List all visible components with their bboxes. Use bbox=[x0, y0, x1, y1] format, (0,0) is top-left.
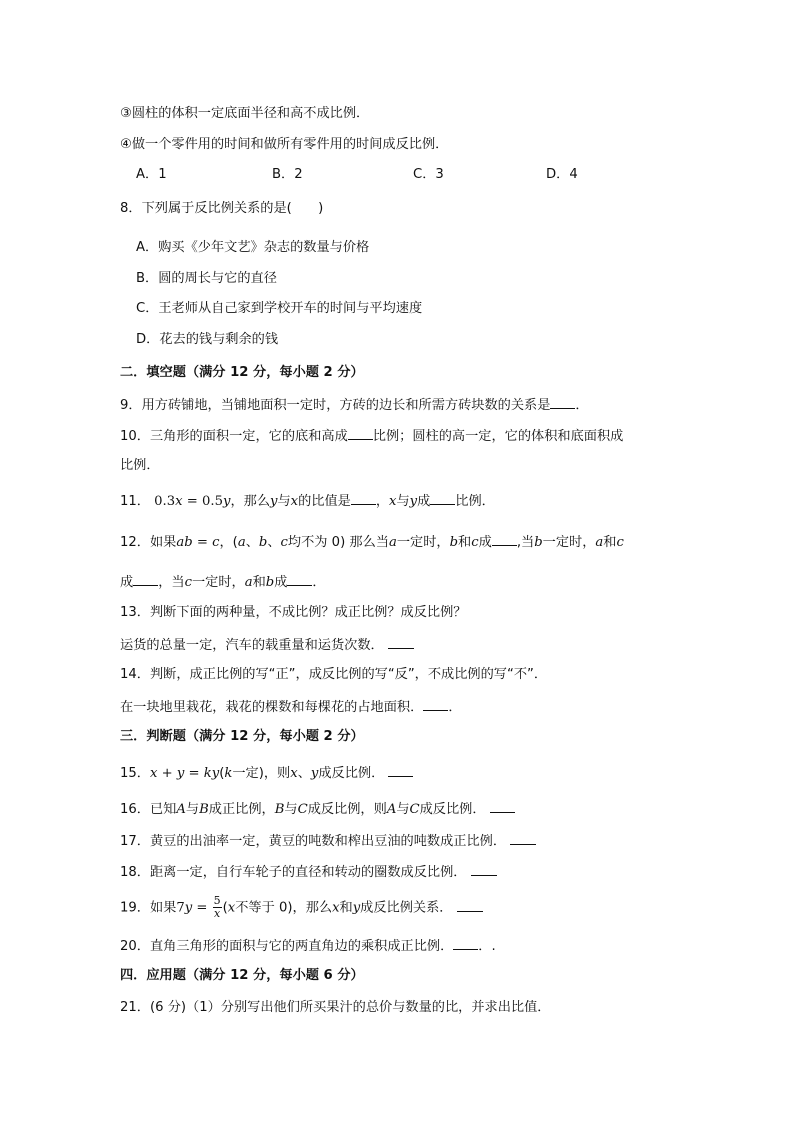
answer-blank bbox=[457, 898, 483, 912]
answer-blank bbox=[430, 491, 455, 505]
q9-text: 9．用方砖铺地，当铺地面积一定时，方砖的边长和所需方砖块数的关系是 bbox=[120, 398, 551, 413]
q8-option-a: A．购买《少年文艺》杂志的数量与价格 bbox=[136, 240, 370, 255]
q7-item-4: ④做一个零件用的时间和做所有零件用的时间成反比例． bbox=[120, 137, 449, 152]
q16: 16．已知A与B成正比例，B与C成反比例，则A与C成反比例． bbox=[120, 799, 515, 819]
q12-line-1: 12．如果ab = c，(a、b、c均不为 0) 那么当a一定时，b和c成 ,当b一定时，a和c bbox=[120, 532, 624, 552]
answer-blank bbox=[133, 572, 158, 586]
q7-option-a: A．1 bbox=[136, 167, 167, 182]
q13-line: 运货的总量一定，汽车的载重量和运货次数． bbox=[120, 635, 414, 655]
q12-line-2: 成 ，当c一定时，a和b成 ． bbox=[120, 572, 326, 592]
answer-blank bbox=[510, 831, 536, 845]
q8-stem: 8．下列属于反比例关系的是( ) bbox=[120, 201, 324, 216]
section-2-heading: 二．填空题（满分 12 分，每小题 2 分） bbox=[120, 365, 364, 380]
answer-blank bbox=[287, 572, 312, 586]
answer-blank bbox=[492, 532, 517, 546]
fraction: $\frac{5}{x}$ bbox=[213, 894, 221, 920]
q11: 11． 0.3x = 0.5y，那么y与x的比值是 ，x与y成 比例． bbox=[120, 491, 495, 511]
answer-blank bbox=[471, 862, 497, 876]
q21: 21．(6 分)（1）分别写出他们所买果汁的总价与数量的比，并求出比值． bbox=[120, 1000, 551, 1015]
answer-blank bbox=[351, 491, 376, 505]
q14-line: 在一块地里栽花，栽花的棵数和每棵花的占地面积． ． bbox=[120, 697, 462, 717]
q7-option-c: C．3 bbox=[413, 167, 444, 182]
q10-line-1: 10．三角形的面积一定，它的底和高成 比例；圆柱的高一定，它的体积和底面积成 bbox=[120, 426, 623, 446]
q19: 19．如果7y = $\frac{5}{x}$ (x不等于 0)，那么x和y成反比例关系． bbox=[120, 895, 483, 921]
answer-blank bbox=[453, 936, 478, 950]
answer-blank bbox=[388, 763, 413, 777]
q7-option-d: D．4 bbox=[546, 167, 578, 182]
section-4-heading: 四．应用题（满分 12 分，每小题 6 分） bbox=[120, 968, 364, 983]
q20: 20．直角三角形的面积与它的两直角边的乘积成正比例． ．. bbox=[120, 936, 496, 956]
q18: 18．距离一定，自行车轮子的直径和转动的圈数成反比例． bbox=[120, 862, 497, 882]
answer-blank bbox=[550, 395, 575, 409]
q14-stem: 14．判断，成正比例的写“正”，成反比例的写“反”，不成比例的写“不”． bbox=[120, 667, 548, 682]
answer-blank bbox=[388, 635, 414, 649]
answer-blank bbox=[348, 426, 373, 440]
answer-blank bbox=[490, 799, 515, 813]
answer-blank bbox=[423, 697, 448, 711]
q8-option-d: D．花去的钱与剩余的钱 bbox=[136, 332, 279, 347]
q10-line-2: 比例． bbox=[120, 458, 160, 473]
q17: 17．黄豆的出油率一定，黄豆的吨数和榨出豆油的吨数成正比例． bbox=[120, 831, 536, 851]
q15: 15．x + y = ky(k一定)，则x、y成反比例． bbox=[120, 763, 413, 783]
section-3-heading: 三．判断题（满分 12 分，每小题 2 分） bbox=[120, 729, 364, 744]
q9: 9．用方砖铺地，当铺地面积一定时，方砖的边长和所需方砖块数的关系是 ． bbox=[120, 395, 589, 415]
q7-option-b: B．2 bbox=[272, 167, 303, 182]
q8-option-b: B．圆的周长与它的直径 bbox=[136, 271, 277, 286]
q13-stem: 13．判断下面的两种量，不成比例？成正比例？成反比例？ bbox=[120, 605, 467, 620]
q8-option-c: C．王老师从自己家到学校开车的时间与平均速度 bbox=[136, 301, 423, 316]
q7-item-3: ③圆柱的体积一定底面半径和高不成比例． bbox=[120, 106, 370, 121]
